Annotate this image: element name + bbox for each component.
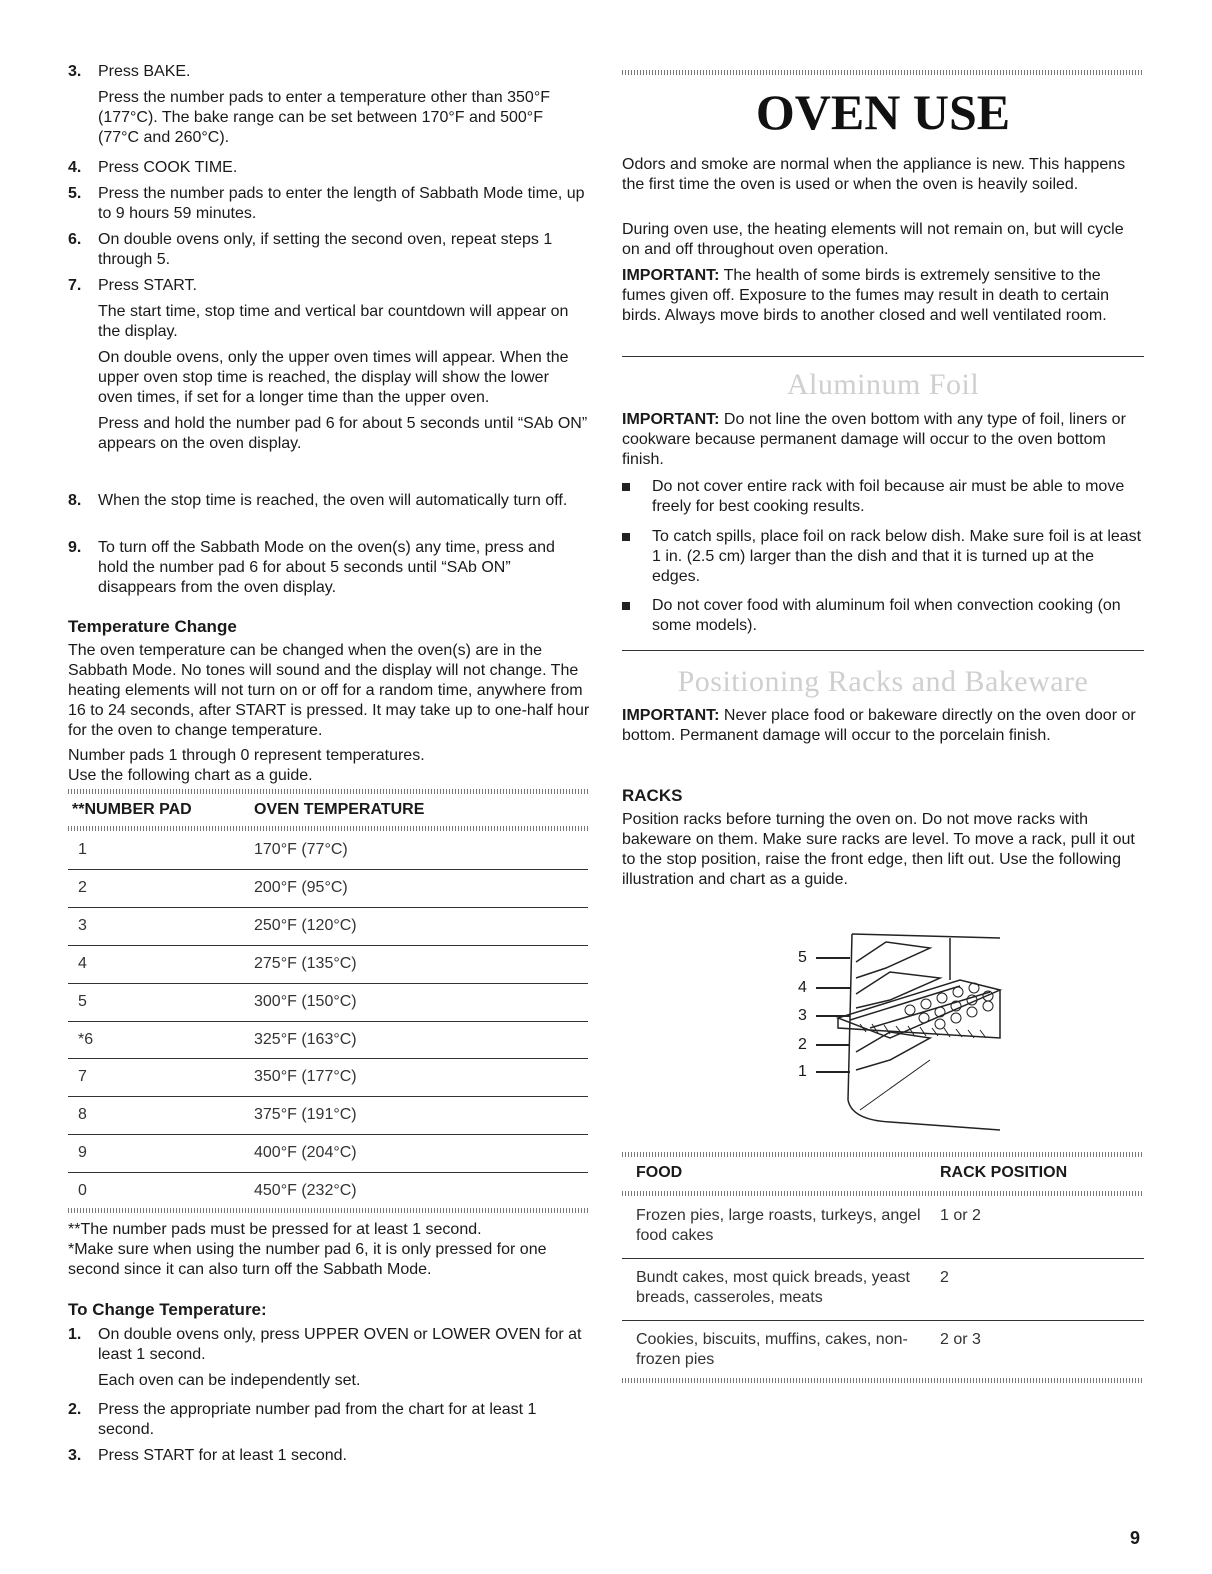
rack-label-3: 3	[798, 1007, 807, 1024]
step-text: Press START for at least 1 second.	[98, 1447, 347, 1464]
bullet-text: To catch spills, place foil on rack below dish. Make sure foil is at least 1 in. (2.5 cm) larger than the dish and that it is turned up at the edges.	[652, 528, 1142, 585]
rack-label-1: 1	[798, 1063, 807, 1080]
food-table-cell-food: Frozen pies, large roasts, turkeys, angel food cakes	[636, 1207, 921, 1244]
table-row-divider	[68, 1021, 588, 1022]
page-title: OVEN USE	[755, 84, 1011, 140]
table-cell-number-pad: 3	[78, 916, 87, 934]
bullet-square-icon	[622, 533, 630, 541]
food-table-header-food: FOOD	[636, 1164, 683, 1181]
bullet-text: Do not cover entire rack with foil because air must be able to move freely for best cooking results.	[652, 478, 1125, 515]
table-header-oven-temperature: OVEN TEMPERATURE	[254, 801, 425, 818]
step-number: 3.	[68, 63, 82, 80]
foil-bullet-1	[622, 477, 1144, 517]
racks-important-text: Never place food or bakeware directly on the oven door or bottom. Permanent damage will occur to the porcelain finish.	[622, 707, 1136, 744]
food-table-row-divider	[622, 1320, 1144, 1321]
section-divider	[622, 650, 1144, 651]
step-text: Press BAKE.	[98, 63, 191, 80]
positioning-racks-title: Positioning Racks and Bakeware	[677, 665, 1089, 698]
step-text: When the stop time is reached, the oven will automatically turn off.	[98, 492, 568, 509]
food-table-cell-food: Bundt cakes, most quick breads, yeast breads, casseroles, meats	[636, 1269, 910, 1306]
step-text: Press the appropriate number pad from the chart for at least 1 second.	[98, 1401, 537, 1438]
racks-important	[622, 706, 1144, 746]
page-number: 9	[1130, 1528, 1141, 1548]
table-cell-number-pad: 9	[78, 1144, 87, 1162]
table-cell-oven-temperature: 400°F (204°C)	[254, 1144, 357, 1162]
footnote-single-asterisk: *Make sure when using the number pad 6, it is only pressed for one second since it can also turn off the Sabbath Mode.	[68, 1241, 547, 1278]
step-number: 7.	[68, 277, 82, 294]
step-detail: Press the number pads to enter a temperature other than 350°F (177°C). The bake range can be set between 170°F and 500°F (77°C and 260°C).	[98, 89, 550, 146]
table-row-divider	[68, 1172, 588, 1173]
table-row-divider	[68, 983, 588, 984]
change-step-2	[68, 1400, 588, 1440]
racks-heading: RACKS	[622, 786, 683, 805]
sabbath-step-7	[68, 276, 588, 454]
step-number: 9.	[68, 539, 82, 556]
table-row-divider	[68, 945, 588, 946]
food-table-cell-food: Cookies, biscuits, muffins, cakes, non-frozen pies	[636, 1331, 908, 1368]
food-table-cell-rack-position: 1 or 2	[940, 1207, 981, 1224]
foil-bullet-2	[622, 527, 1144, 587]
footnote-double-asterisk: **The number pads must be pressed for at least 1 second.	[68, 1221, 482, 1238]
foil-bullet-3	[622, 596, 1144, 636]
intro-paragraph-2: During oven use, the heating elements will not remain on, but will cycle on and off throughout oven operation.	[622, 221, 1124, 258]
food-table-bottom-hatch	[622, 1378, 1144, 1383]
step-detail: Press and hold the number pad 6 for about 5 seconds until “SAb ON” appears on the oven display.	[98, 415, 588, 452]
sabbath-step-4	[68, 158, 588, 178]
table-row-divider	[68, 1058, 588, 1059]
sabbath-step-8	[68, 491, 588, 511]
foil-important	[622, 410, 1144, 470]
important-label: IMPORTANT:	[622, 707, 720, 724]
birds-warning-text: The health of some birds is extremely sensitive to the fumes given off. Exposure to the fumes may result in death to certain birds. Always move birds to another closed and well ventilated room.	[622, 267, 1110, 324]
step-detail: Each oven can be independently set.	[98, 1372, 361, 1389]
racks-text: Position racks before turning the oven on. Do not move racks with bakeware on them. Make sure racks are level. To move a rack, pull it out to the stop position, raise the front edge, then lift out. Use the following illustration and chart as a guide.	[622, 811, 1135, 888]
table-top-hatch	[68, 789, 588, 794]
food-table-cell-rack-position: 2	[940, 1269, 949, 1286]
to-change-temperature-heading: To Change Temperature:	[68, 1300, 267, 1319]
rack-label-5: 5	[798, 949, 807, 966]
step-text: Press COOK TIME.	[98, 159, 238, 176]
table-cell-oven-temperature: 275°F (135°C)	[254, 954, 357, 972]
table-cell-number-pad: 1	[78, 841, 87, 858]
bullet-text: Do not cover food with aluminum foil when convection cooking (on some models).	[652, 597, 1121, 634]
step-number: 5.	[68, 185, 82, 202]
important-label: IMPORTANT:	[622, 267, 720, 284]
table-row-divider	[68, 907, 588, 908]
sabbath-step-9	[68, 538, 588, 598]
food-table-header-hatch	[622, 1191, 1144, 1196]
table-header-number-pad: **NUMBER PAD	[72, 801, 192, 818]
foil-important-text: Do not line the oven bottom with any type of foil, liners or cookware because permanent damage will occur to the oven bottom finish.	[622, 411, 1126, 468]
table-cell-number-pad: 7	[78, 1068, 87, 1086]
table-cell-number-pad: 2	[78, 878, 87, 896]
sabbath-step-6	[68, 230, 588, 270]
step-number: 3.	[68, 1447, 82, 1464]
table-row-divider	[68, 1134, 588, 1135]
table-cell-oven-temperature: 300°F (150°C)	[254, 992, 357, 1010]
table-cell-oven-temperature: 375°F (191°C)	[254, 1106, 357, 1124]
step-text: To turn off the Sabbath Mode on the oven(s) any time, press and hold the number pad 6 for about 5 seconds until “SAb ON” disappears from the oven display.	[98, 539, 555, 596]
bullet-square-icon	[622, 483, 630, 491]
step-number: 4.	[68, 159, 82, 176]
table-row-divider	[68, 869, 588, 870]
table-cell-oven-temperature: 325°F (163°C)	[254, 1030, 357, 1048]
step-text: On double ovens only, if setting the second oven, repeat steps 1 through 5.	[98, 231, 553, 268]
food-table-header-rack-position: RACK POSITION	[940, 1164, 1068, 1181]
step-text: Press START.	[98, 277, 197, 294]
rack-label-2: 2	[798, 1036, 807, 1053]
section-divider	[622, 356, 1144, 357]
sabbath-step-5	[68, 184, 588, 224]
oven-rack-drawing	[790, 920, 1020, 1140]
table-cell-number-pad: 4	[78, 954, 87, 972]
food-table-row-divider	[622, 1258, 1144, 1259]
rack-illustration	[790, 920, 1020, 1140]
aluminum-foil-title: Aluminum Foil	[786, 368, 980, 401]
step-detail: The start time, stop time and vertical bar countdown will appear on the display.	[98, 303, 569, 340]
table-bottom-hatch	[68, 1208, 588, 1213]
table-cell-oven-temperature: 350°F (177°C)	[254, 1068, 357, 1086]
table-cell-number-pad: 0	[78, 1182, 87, 1200]
step-number: 8.	[68, 492, 82, 509]
table-cell-oven-temperature: 250°F (120°C)	[254, 916, 357, 934]
step-number: 6.	[68, 231, 82, 248]
table-cell-number-pad: 5	[78, 992, 87, 1010]
table-cell-oven-temperature: 450°F (232°C)	[254, 1182, 357, 1200]
step-text: Press the number pads to enter the length of Sabbath Mode time, up to 9 hours 59 minutes.	[98, 185, 585, 222]
title-top-hatch	[622, 70, 1144, 75]
table-row-divider	[68, 1096, 588, 1097]
table-cell-oven-temperature: 170°F (77°C)	[254, 841, 348, 858]
step-detail: On double ovens, only the upper oven times will appear. When the upper oven stop time is reached, the display will show the lower oven times, if set for a longer time than the upper oven.	[98, 349, 569, 406]
rack-label-4: 4	[798, 979, 807, 996]
chart-guide-text: Use the following chart as a guide.	[68, 767, 313, 784]
temperature-change-heading: Temperature Change	[68, 617, 237, 636]
table-header-hatch	[68, 826, 588, 831]
table-cell-number-pad: 8	[78, 1106, 87, 1124]
change-step-3	[68, 1446, 588, 1466]
important-label: IMPORTANT:	[622, 411, 720, 428]
change-step-1	[68, 1325, 588, 1391]
temperature-change-text: The oven temperature can be changed when the oven(s) are in the Sabbath Mode. No tones will sound and the display will not change. The heating elements will not turn on or off for a random time, anywhere from 16 to 24 seconds, after START is pressed. It may take up to one-half hour for the oven to change temperature.	[68, 642, 590, 739]
table-cell-oven-temperature: 200°F (95°C)	[254, 878, 348, 896]
food-table-top-hatch	[622, 1152, 1144, 1157]
food-table-cell-rack-position: 2 or 3	[940, 1331, 981, 1348]
birds-warning	[622, 266, 1144, 326]
table-cell-number-pad: *6	[78, 1030, 94, 1048]
intro-paragraph-1: Odors and smoke are normal when the appliance is new. This happens the first time the oven is used or when the oven is heavily soiled.	[622, 156, 1126, 193]
number-pads-text: Number pads 1 through 0 represent temperatures.	[68, 747, 425, 764]
step-number: 1.	[68, 1326, 82, 1343]
bullet-square-icon	[622, 602, 630, 610]
step-number: 2.	[68, 1401, 82, 1418]
step-text: On double ovens only, press UPPER OVEN or LOWER OVEN for at least 1 second.	[98, 1326, 582, 1363]
sabbath-step-3	[68, 62, 588, 148]
